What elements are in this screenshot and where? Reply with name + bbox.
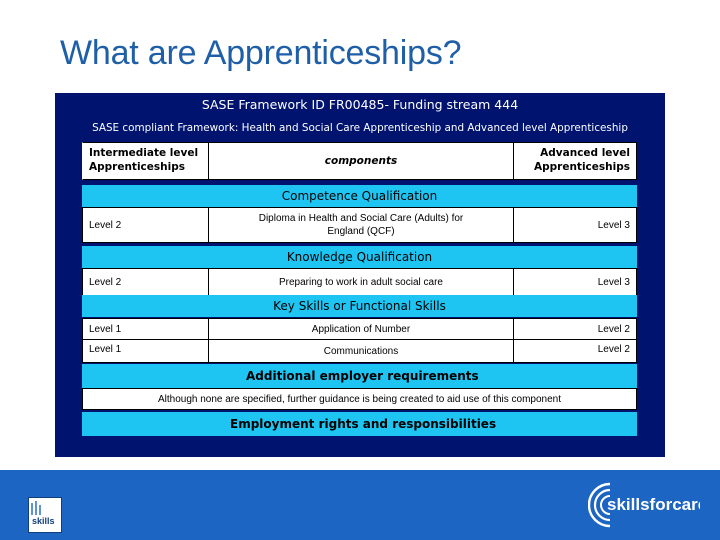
slide-title: What are Apprenticeships? [60, 34, 462, 72]
employment-section-label: Employment rights and responsibilities [230, 417, 497, 431]
framework-title: SASE Framework ID FR00485- Funding stream 444 [201, 97, 519, 112]
additional-section-header [82, 364, 637, 388]
number-component [208, 318, 514, 340]
knowledge-section-header [82, 246, 637, 268]
framework-panel [55, 93, 665, 457]
number-advanced-level-text: Level 2 [597, 323, 630, 335]
competence-intermediate-level-text: Level 2 [89, 219, 122, 231]
knowledge-component [208, 268, 514, 296]
knowledge-advanced-level [513, 268, 637, 296]
keyskills-section-header [82, 295, 637, 317]
competence-intermediate-level [82, 207, 209, 243]
additional-section-label: Additional employer requirements [246, 369, 479, 383]
intermediate-header-line1: Intermediate level [89, 147, 199, 159]
communications-component [208, 339, 514, 363]
skills-logo [28, 497, 62, 533]
number-intermediate-level-text: Level 1 [89, 323, 122, 335]
competence-component [208, 207, 514, 243]
components-header [208, 142, 514, 180]
communications-component-text: Communications [323, 345, 399, 357]
number-component-text: Application of Number [311, 323, 411, 335]
skills-logo-text: skills [32, 516, 55, 526]
competence-component-line1: Diploma in Health and Social Care (Adults) for [258, 213, 464, 224]
additional-note [82, 388, 637, 410]
keyskills-section-label: Key Skills or Functional Skills [273, 299, 446, 313]
advanced-header-line2: Apprenticeships [534, 161, 630, 173]
employment-section-header [82, 412, 637, 436]
competence-section-label: Competence Qualification [281, 189, 438, 203]
knowledge-component-text: Preparing to work in adult social care [279, 276, 443, 288]
competence-section-header [82, 185, 637, 207]
number-intermediate-level [82, 318, 209, 340]
advanced-header-line1: Advanced level [540, 147, 630, 159]
communications-intermediate-level-text: Level 1 [89, 344, 122, 355]
advanced-header [513, 142, 637, 180]
components-header-label: components [324, 155, 398, 167]
knowledge-intermediate-level-text: Level 2 [89, 276, 122, 288]
skillsforcare-logo-graphic [588, 478, 700, 532]
skillsforcare-logo [588, 478, 700, 532]
intermediate-header-line2: Apprenticeships [89, 161, 185, 173]
knowledge-section-label: Knowledge Qualification [286, 250, 433, 264]
knowledge-advanced-level-text: Level 3 [597, 276, 630, 288]
additional-note-text: Although none are specified, further guidance is being created to aid use of this component [157, 393, 562, 405]
communications-advanced-level-text: Level 2 [597, 344, 630, 355]
skillsforcare-logo-text: skillsforcare [607, 495, 700, 514]
communications-intermediate-level [82, 339, 209, 363]
framework-subtitle: SASE compliant Framework: Health and Social Care Apprenticeship and Advanced level Apprenticeship [92, 122, 628, 134]
intermediate-header [82, 142, 209, 180]
knowledge-intermediate-level [82, 268, 209, 296]
competence-advanced-level-text: Level 3 [597, 219, 630, 231]
communications-advanced-level [513, 339, 637, 363]
competence-advanced-level [513, 207, 637, 243]
competence-component-line2: England (QCF) [327, 226, 395, 237]
skills-logo-graphic [28, 497, 62, 533]
number-advanced-level [513, 318, 637, 340]
